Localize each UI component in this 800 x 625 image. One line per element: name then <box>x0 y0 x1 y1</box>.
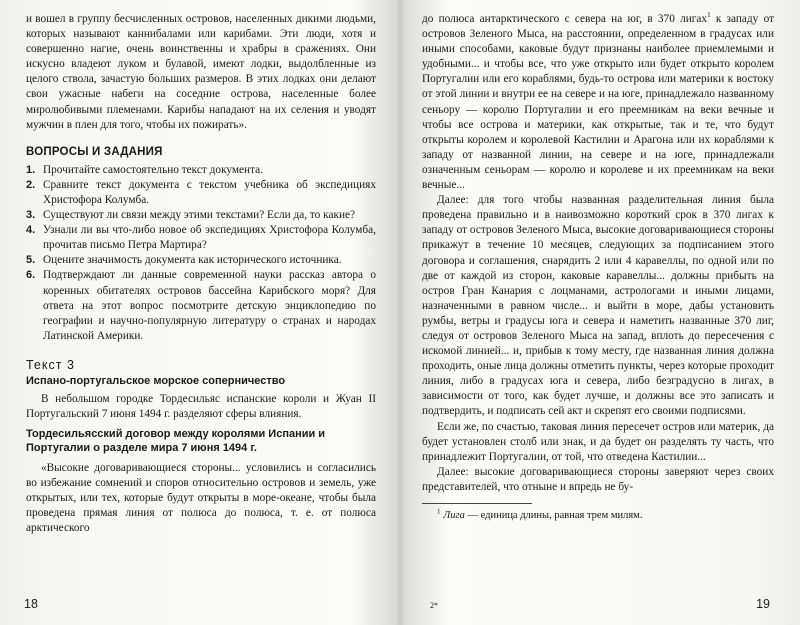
document-title: Тордесильясский договор между королями Испании и Португалии о разделе мира 7 июня 1494 г. <box>26 428 326 454</box>
treaty-paragraph: Если же, по счастью, таковая линия пересечет остров или материк, да будет установлен столб или знак, и да будет он разделять ту часть, что принадлежит Португалии, от той, что отведена Кастилии... <box>422 420 774 463</box>
question-item <box>26 178 376 208</box>
right-page <box>402 0 800 625</box>
questions-heading: ВОПРОСЫ И ЗАДАНИЯ <box>26 145 163 158</box>
question-text: Прочитайте самостоятельно текст документа. <box>43 163 264 176</box>
question-number: 2. <box>26 178 36 191</box>
question-item <box>26 253 376 268</box>
text-number-label: Текст 3 <box>26 357 75 372</box>
question-number: 4. <box>26 224 36 237</box>
question-item <box>26 163 376 178</box>
left-page <box>0 0 398 625</box>
footnote <box>422 509 774 522</box>
question-item <box>26 223 376 253</box>
treaty-text-part: к западу от островов Зеленого Мыса, на расстоянии, определенном в градусах или иными способами, каковые будут признаны наиболее приемлемыми и удобными... и чтобы все, что уже открыто или будет открыто королем Португалии или его кораблями, будь-то острова или материки к востоку от этой линии и внутри ее на севере и на юге, принадлежало названному сеньору — королю Португалии и его преемникам на веки вечные и чтобы все острова и материки, как открытые, так и те, что будут открыты королем и королевой Кастилии и Арагона или их кораблями к западу от названной линии, на севере и на юге, принадлежали означенным сеньорам — королю и королеве и их преемникам на веки вечные... <box>422 13 775 192</box>
question-number: 6. <box>26 269 36 282</box>
treaty-text-part: до полюса антарктического с севера на юг, в 370 лигах <box>422 13 708 25</box>
treaty-paragraph-start: «Высокие договаривающиеся стороны... условились и согласились во избежание сомнений и споров относительно островов и земель, уже открытых, или тех, которые будут открыты в море-океане, чтобы была проведена прямая линия от полюса до полюса, т. е. от полюса арктического <box>26 462 376 535</box>
right-column <box>422 12 774 522</box>
question-text: Оцените значимость документа как исторического источника. <box>43 254 342 267</box>
footnote-divider <box>422 503 532 504</box>
question-number: 5. <box>26 254 36 267</box>
question-text: Подтверждают ли данные современной науки рассказ автора о коренных обитателях островов бассейна Карибского моря? Для ответа на этот вопрос посмотрите детскую энциклопедию по географии и научно-популярную литературу о странах и народах Латинской Америки. <box>43 269 376 342</box>
question-item <box>26 268 376 343</box>
printer-signature: 2* <box>430 601 438 610</box>
question-text: Сравните текст документа с текстом учебника об экспедициях Христофора Колумба. <box>43 178 376 206</box>
footnote-number: 1 <box>437 507 441 516</box>
question-number: 3. <box>26 209 36 222</box>
page-number-left: 18 <box>24 597 38 611</box>
question-text: Узнали ли вы что-либо новое об экспедициях Христофора Колумба, прочитав письмо Петра Мартира? <box>43 224 376 252</box>
left-paragraph-continued: и вошел в группу бесчисленных островов, населенных дикими людьми, которых называют каннибалами или карибами. Эти люди, хотя и совершенно нагие, очень воинственны и храбры в сражениях. Они искусно владеют луком и булавой, имеют лодки, выдолбленные из целого ствола, зачастую больших размеров. В этих лодках они делают свои ужасные набеги на соседние острова, населенные более миролюбивыми племенами. Карибы нападают на их селения и уводят мужчин в плен для того, чтобы их пожирать». <box>26 13 376 131</box>
intro-paragraph: В небольшом городке Тордесильяс испанские короли и Жуан II Португальский 7 июня 1494 г. разделяют сферы влияния. <box>26 392 376 420</box>
treaty-paragraph: Далее: для того чтобы названная разделительная линия была проведена правильно и в наивозможно короткий срок в 370 лигах к западу от островов Зеленого Мыса, высокие договаривающиеся стороны прикажут в течение 10 месяцев, следующих за подписанием этого договора и соглашения, снарядить 2 или 4 каравеллы, по одной или по две от каждой из сторон, каковые каравеллы... должны прибыть на остров Гран Канария с лоцманами, астрологами и иными лицами, назначенными в равном числе... и выйти в море, дабы установить румбы, ветры и градусы юга и севера и наметить названные 370 лиг, следуя от островов Зеленого Мыса на запад, вплоть до пересечения с искомой линией... и, прибыв к тому месту, где названная линия должна проходить, оные лица должны отметить пункты, через которые проходит линия, либо в градусах юга и севера, либо безградусно в лигах, в зависимости от того, как будет лучше, и должны все это записать и подтвердить, и подписать сей акт и скрепят его своими подписями. <box>422 194 774 418</box>
question-item <box>26 208 376 223</box>
question-text: Существуют ли связи между этими текстами? Если да, то какие? <box>43 209 356 222</box>
questions-list <box>26 163 376 344</box>
footnote-marker: 1 <box>707 11 711 20</box>
question-number: 1. <box>26 163 36 176</box>
section-title: Испано-португальское морское соперничество <box>26 374 286 387</box>
treaty-paragraph-continued <box>422 12 774 193</box>
treaty-paragraph: Далее: высокие договаривающиеся стороны заверяют через своих представителей, что отныне и впредь не бу- <box>422 465 774 493</box>
footnote-text: — единица длины, равная трем милям. <box>464 510 643 521</box>
page-number-right: 19 <box>756 597 770 611</box>
footnote-term: Лига <box>443 510 465 521</box>
left-column <box>26 12 376 537</box>
